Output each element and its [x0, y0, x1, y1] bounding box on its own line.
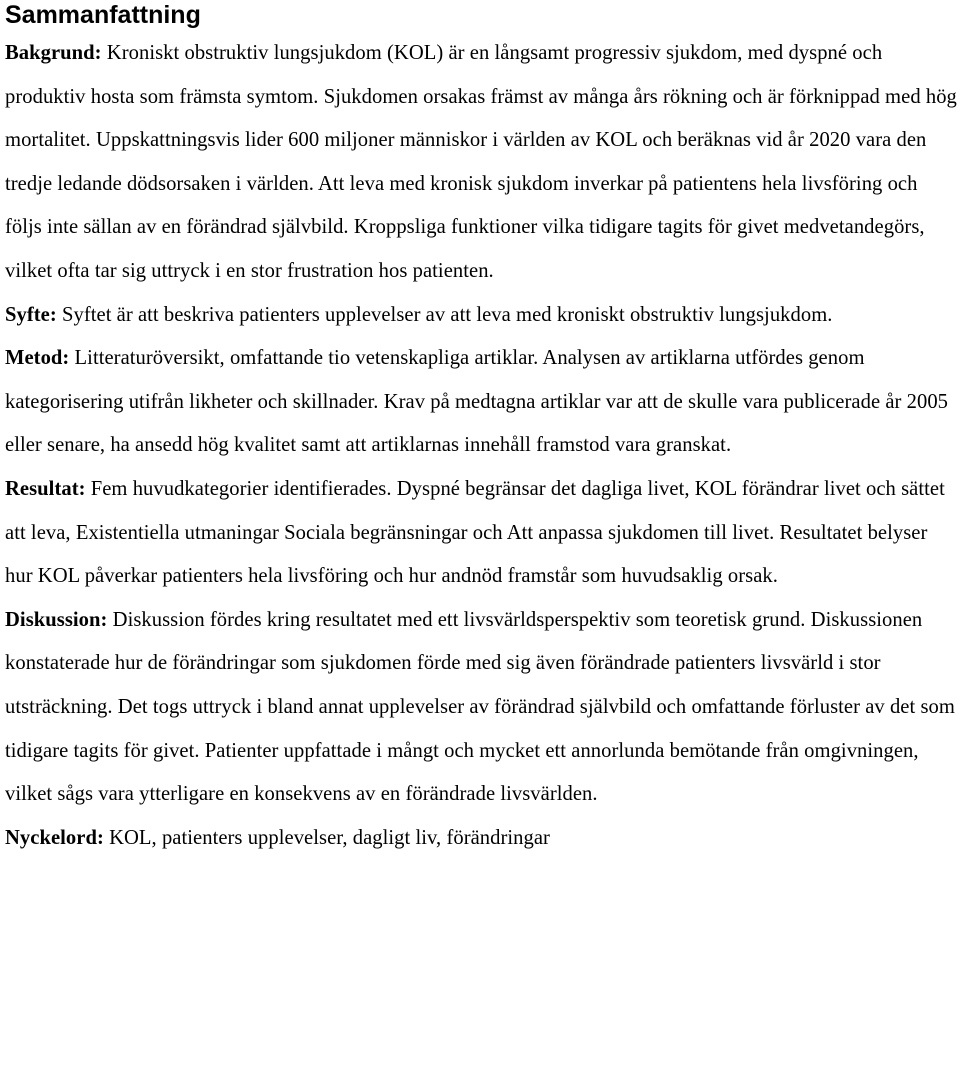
- document-page: [5, 0, 957, 860]
- section-label: Bakgrund:: [5, 42, 102, 64]
- section-label: Syfte:: [5, 303, 57, 326]
- section-text: KOL, patienters upplevelser, dagligt liv, förändringar: [109, 826, 550, 849]
- section-metod: [5, 337, 957, 468]
- section-syfte: [5, 294, 957, 338]
- section-label: Nyckelord:: [5, 826, 104, 849]
- section-text: Fem huvudkategorier identifierades. Dyspné begränsar det dagliga livet, KOL förändrar livet och sättet att leva, Existentiella utmaningar Sociala begränsningar och Att anpassa sjukdomen till livet. Resultatet belyser hur KOL påverkar patienters hela livsföring och hur andnöd framstår som huvudsaklig orsak.: [5, 477, 945, 588]
- section-label: Metod:: [5, 347, 70, 370]
- section-text: Litteraturöversikt, omfattande tio vetenskapliga artiklar. Analysen av artiklarna utfördes genom kategorisering utifrån likheter och skillnader. Krav på medtagna artiklar var att de skulle vara publicerade år 2005 eller senare, ha ansedd hög kvalitet samt att artiklarnas innehåll framstod vara granskat.: [5, 347, 949, 457]
- section-nyckelord: [5, 817, 957, 861]
- section-text: Kroniskt obstruktiv lungsjukdom (KOL) är en långsamt progressiv sjukdom, med dyspné och produktiv hosta som främsta symtom. Sjukdomen orsakas främst av många års rökning och är förknippad med hög mortalitet. Uppskattningsvis lider 600 miljoner människor i världen av KOL och beräknas vid år 2020 vara den tredje ledande dödsorsaken i världen. Att leva med kronisk sjukdom inverkar på patientens hela livsföring och följs inte sällan av en förändrad självbild. Kroppsliga funktioner vilka tidigare tagits för givet medvetandegörs, vilket ofta tar sig uttryck i en stor frustration hos patienten.: [5, 42, 957, 282]
- section-label: Diskussion:: [5, 608, 108, 631]
- page-title: Sammanfattning: [5, 1, 201, 29]
- section-label: Resultat:: [5, 477, 86, 500]
- section-text: Diskussion fördes kring resultatet med ett livsvärldsperspektiv som teoretisk grund. Diskussionen konstaterade hur de förändringar som sjukdomen förde med sig även förändrade patienters livsvärld i stor utsträckning. Det togs uttryck i bland annat upplevelser av förändrad självbild och omfattande förluster av det som tidigare tagits för givet. Patienter uppfattade i mångt och mycket ett annorlunda bemötande från omgivningen, vilket sågs vara ytterligare en konsekvens av en förändrade livsvärlden.: [5, 608, 955, 806]
- section-bakgrund: [5, 32, 957, 294]
- section-text: Syftet är att beskriva patienters upplevelser av att leva med kroniskt obstruktiv lungsjukdom.: [61, 303, 833, 326]
- section-resultat: [5, 468, 957, 599]
- section-diskussion: [5, 599, 957, 817]
